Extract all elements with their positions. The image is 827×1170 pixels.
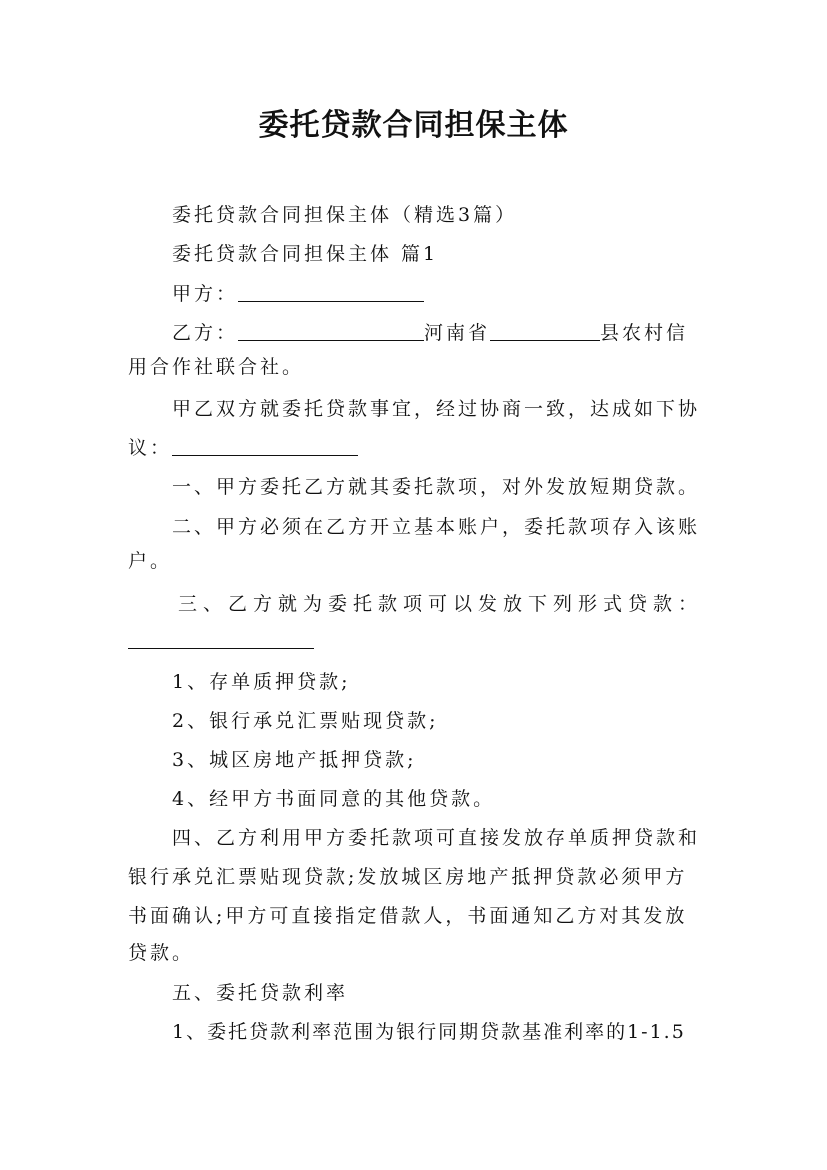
- agreement-line: 甲乙双方就委托贷款事宜，经过协商一致，达成如下协: [172, 398, 701, 420]
- section-heading: 委托贷款合同担保主体 篇1: [172, 243, 439, 265]
- list-item-1: 1、存单质押贷款;: [172, 671, 351, 693]
- clause-4: 四、乙方利用甲方委托款项可直接发放存单质押贷款和: [172, 827, 701, 849]
- county-blank: [490, 322, 600, 341]
- clause-4-line-4: 贷款。: [128, 942, 195, 964]
- clause-2: 二、甲方必须在乙方开立基本账户，委托款项存入该账: [172, 516, 701, 538]
- agreement-label: 议：: [128, 437, 173, 459]
- clause-3-blank: [128, 648, 314, 649]
- list-item-2: 2、银行承兑汇票贴现贷款;: [172, 710, 439, 732]
- rate-item-1: 1、委托贷款利率范围为银行同期贷款基准利率的1-1.5: [172, 1021, 686, 1043]
- list-item-3: 3、城区房地产抵押贷款;: [172, 749, 417, 771]
- clause-5: 五、委托贷款利率: [172, 982, 349, 1004]
- agreement-continued: [128, 433, 358, 460]
- party-b-continued: 用合作社联合社。: [128, 356, 305, 378]
- party-b-label: 乙方：: [172, 322, 239, 344]
- document-subtitle: 委托贷款合同担保主体（精选3篇）: [172, 204, 518, 226]
- document-title: 委托贷款合同担保主体: [258, 108, 569, 143]
- party-a-label: 甲方：: [172, 283, 239, 305]
- agreement-blank: [172, 437, 358, 456]
- clause-2-continued: 户。: [128, 550, 173, 572]
- party-b-province: 河南省: [424, 322, 491, 344]
- clause-4-line-3: 书面确认;甲方可直接指定借款人，书面通知乙方对其发放: [128, 905, 688, 927]
- clause-1: 一、甲方委托乙方就其委托款项，对外发放短期贷款。: [172, 476, 701, 498]
- list-item-4: 4、经甲方书面同意的其他贷款。: [172, 788, 496, 810]
- party-b-blank: [238, 322, 424, 341]
- clause-3: 三、乙方就为委托款项可以发放下列形式贷款：: [178, 593, 704, 615]
- party-a-blank: [238, 283, 424, 302]
- party-b-county: 县农村信: [600, 322, 689, 344]
- party-b-line: [172, 318, 688, 345]
- clause-4-line-2: 银行承兑汇票贴现贷款;发放城区房地产抵押贷款必须甲方: [128, 866, 688, 888]
- party-a-line: [172, 279, 424, 306]
